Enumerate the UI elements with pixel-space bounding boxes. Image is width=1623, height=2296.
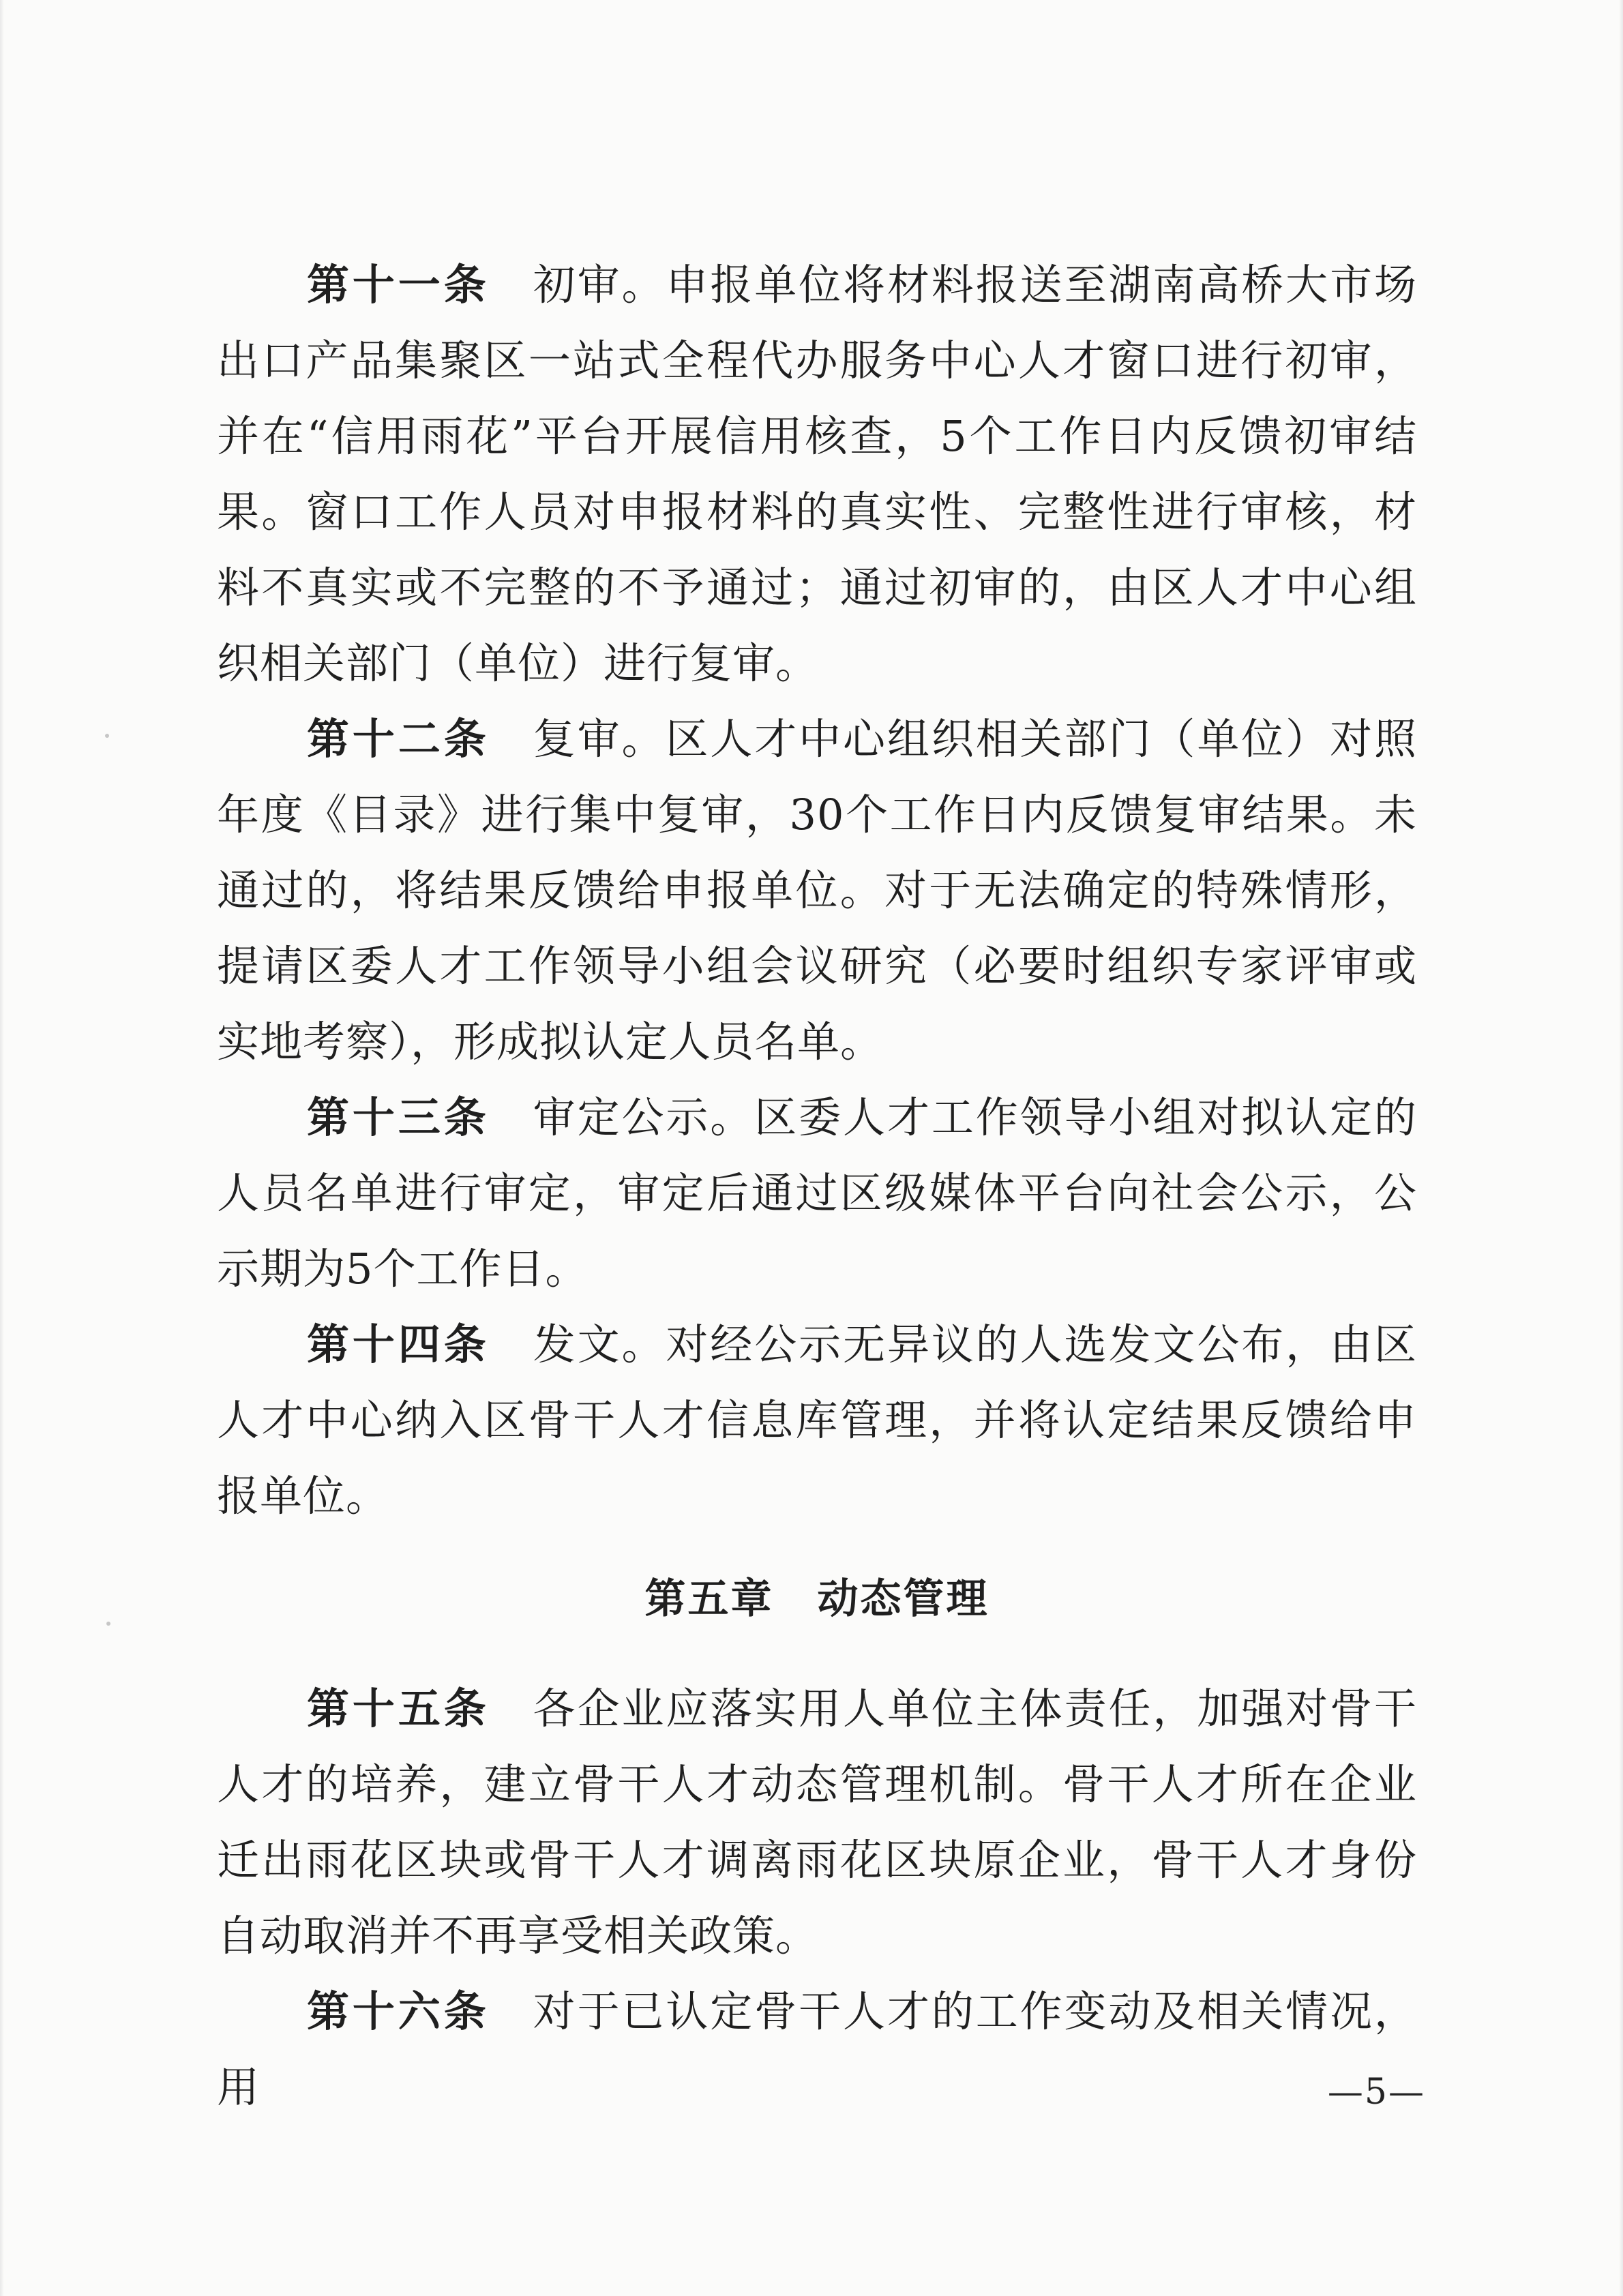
article-15 [217, 1671, 1417, 1973]
article-number: 第十五条 [307, 1684, 490, 1733]
article-text: 各企业应落实用人单位主体责任，加强对骨干人才的培养，建立骨干人才动态管理机制。骨干人才所在企业迁出雨花区块或骨干人才调离雨花区块原企业，骨干人才身份自动取消并不再享受相关政策。 [217, 1684, 1417, 1960]
article-text: 发文。对经公示无异议的人选发文公布，由区人才中心纳入区骨干人才信息库管理，并将认定结果反馈给申报单位。 [217, 1320, 1417, 1521]
article-14 [217, 1307, 1417, 1534]
article-13 [217, 1079, 1417, 1307]
article-number: 第十三条 [307, 1092, 490, 1142]
page-edge-left [0, 0, 4, 2296]
page-edge-right [1619, 0, 1623, 2296]
article-number: 第十四条 [307, 1320, 490, 1369]
article-text: 初审。申报单位将材料报送至湖南高桥大市场出口产品集聚区一站式全程代办服务中心人才窗口进行初审，并在“信用雨花”平台开展信用核查，5个工作日内反馈初审结果。窗口工作人员对申报材料的真实性、完整性进行审核，材料不真实或不完整的不予通过；通过初审的，由区人才中心组织相关部门（单位）进行复审。 [217, 260, 1417, 688]
chapter-heading [217, 1562, 1417, 1637]
article-number: 第十二条 [307, 714, 490, 764]
chapter-title: 动态管理 [817, 1575, 989, 1623]
article-number: 第十六条 [307, 1986, 490, 2036]
scan-speck [105, 734, 109, 738]
article-12 [217, 701, 1417, 1079]
article-text: 审定公示。区委人才工作领导小组对拟认定的人员名单进行审定，审定后通过区级媒体平台向社会公示，公示期为5个工作日。 [217, 1092, 1417, 1294]
scan-speck [106, 1622, 110, 1626]
article-16 [217, 1973, 1417, 2125]
article-text: 对于已认定骨干人才的工作变动及相关情况，用 [217, 1986, 1417, 2112]
article-11 [217, 247, 1417, 701]
chapter-number: 第五章 [644, 1575, 774, 1623]
article-number: 第十一条 [307, 260, 490, 310]
article-text: 复审。区人才中心组织相关部门（单位）对照年度《目录》进行集中复审，30个工作日内反馈复审结果。未通过的，将结果反馈给申报单位。对于无法确定的特殊情形，提请区委人才工作领导小组会议研究（必要时组织专家评审或实地考察），形成拟认定人员名单。 [217, 714, 1417, 1067]
document-body [217, 247, 1417, 2125]
page-number: —5— [1327, 2072, 1425, 2113]
